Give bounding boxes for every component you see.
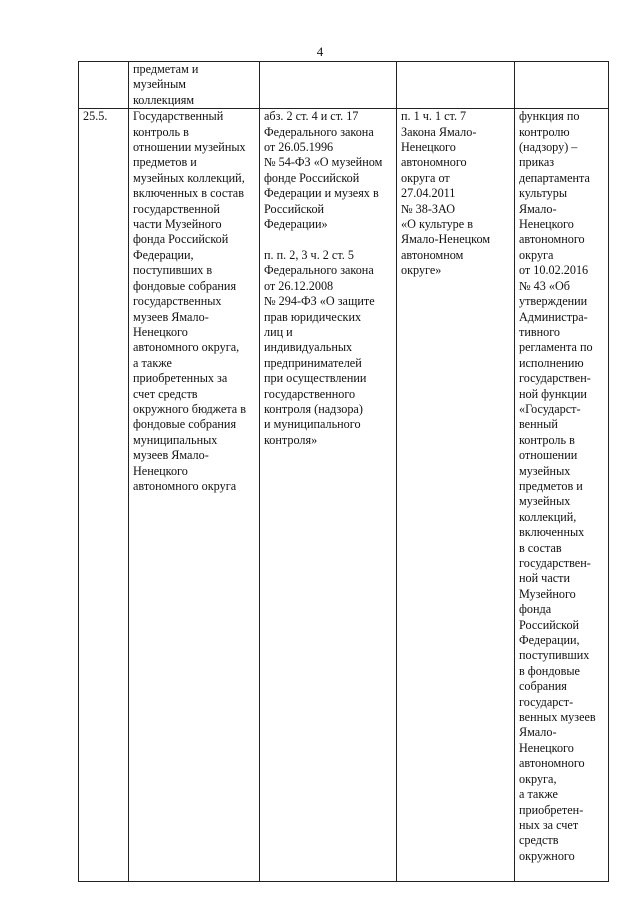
cell-number: 25.5. <box>79 109 129 882</box>
table-row <box>79 109 609 882</box>
cell-number <box>79 62 129 109</box>
cell-regional-act: функция по контролю (надзору) – приказ департамента культуры Ямало- Ненецкого автономного округа от 10.02.2016 № 43 «Об утверждении Администра- тивного регламента по исполнению государствен- ной функции «Государст- венный контроль в отношении музейных предметов и музейных коллекций, включенных в состав государствен- ной части Музейного фонда Российской Федерации, поступивших в фондовые собрания государст- венных музеев Ямало- Ненецкого автономного округа, а также приобретен- ных за счет средств окружного <box>515 109 609 882</box>
cell-control-object: предметам и музейным коллекциям <box>129 62 260 109</box>
cell-regional-act <box>515 62 609 109</box>
cell-regional-law <box>397 62 515 109</box>
cell-federal-law <box>260 62 397 109</box>
table-row-continuation <box>79 62 609 109</box>
cell-regional-law: п. 1 ч. 1 ст. 7 Закона Ямало- Ненецкого автономного округа от 27.04.2011 № 38-ЗАО «О культуре в Ямало-Ненецком автономном округе» <box>397 109 515 882</box>
cell-federal-law: абз. 2 ст. 4 и ст. 17 Федерального закона от 26.05.1996 № 54-ФЗ «О музейном фонде Российской Федерации и музеях в Российской Федерации» п. п. 2, 3 ч. 2 ст. 5 Федерального закона от 26.12.2008 № 294-ФЗ «О защите прав юридических лиц и индивидуальных предпринимателей при осуществлении государственного контроля (надзора) и муниципального контроля» <box>260 109 397 882</box>
page-number: 4 <box>316 44 324 59</box>
legal-table <box>78 61 609 882</box>
cell-control-object: Государственный контроль в отношении музейных предметов и музейных коллекций, включенных в состав государственной части Музейного фонда Российской Федерации, поступивших в фондовые собрания государственных музеев Ямало- Ненецкого автономного округа, а также приобретенных за счет средств окружного бюджета в фондовые собрания муниципальных музеев Ямало- Ненецкого автономного округа <box>129 109 260 882</box>
